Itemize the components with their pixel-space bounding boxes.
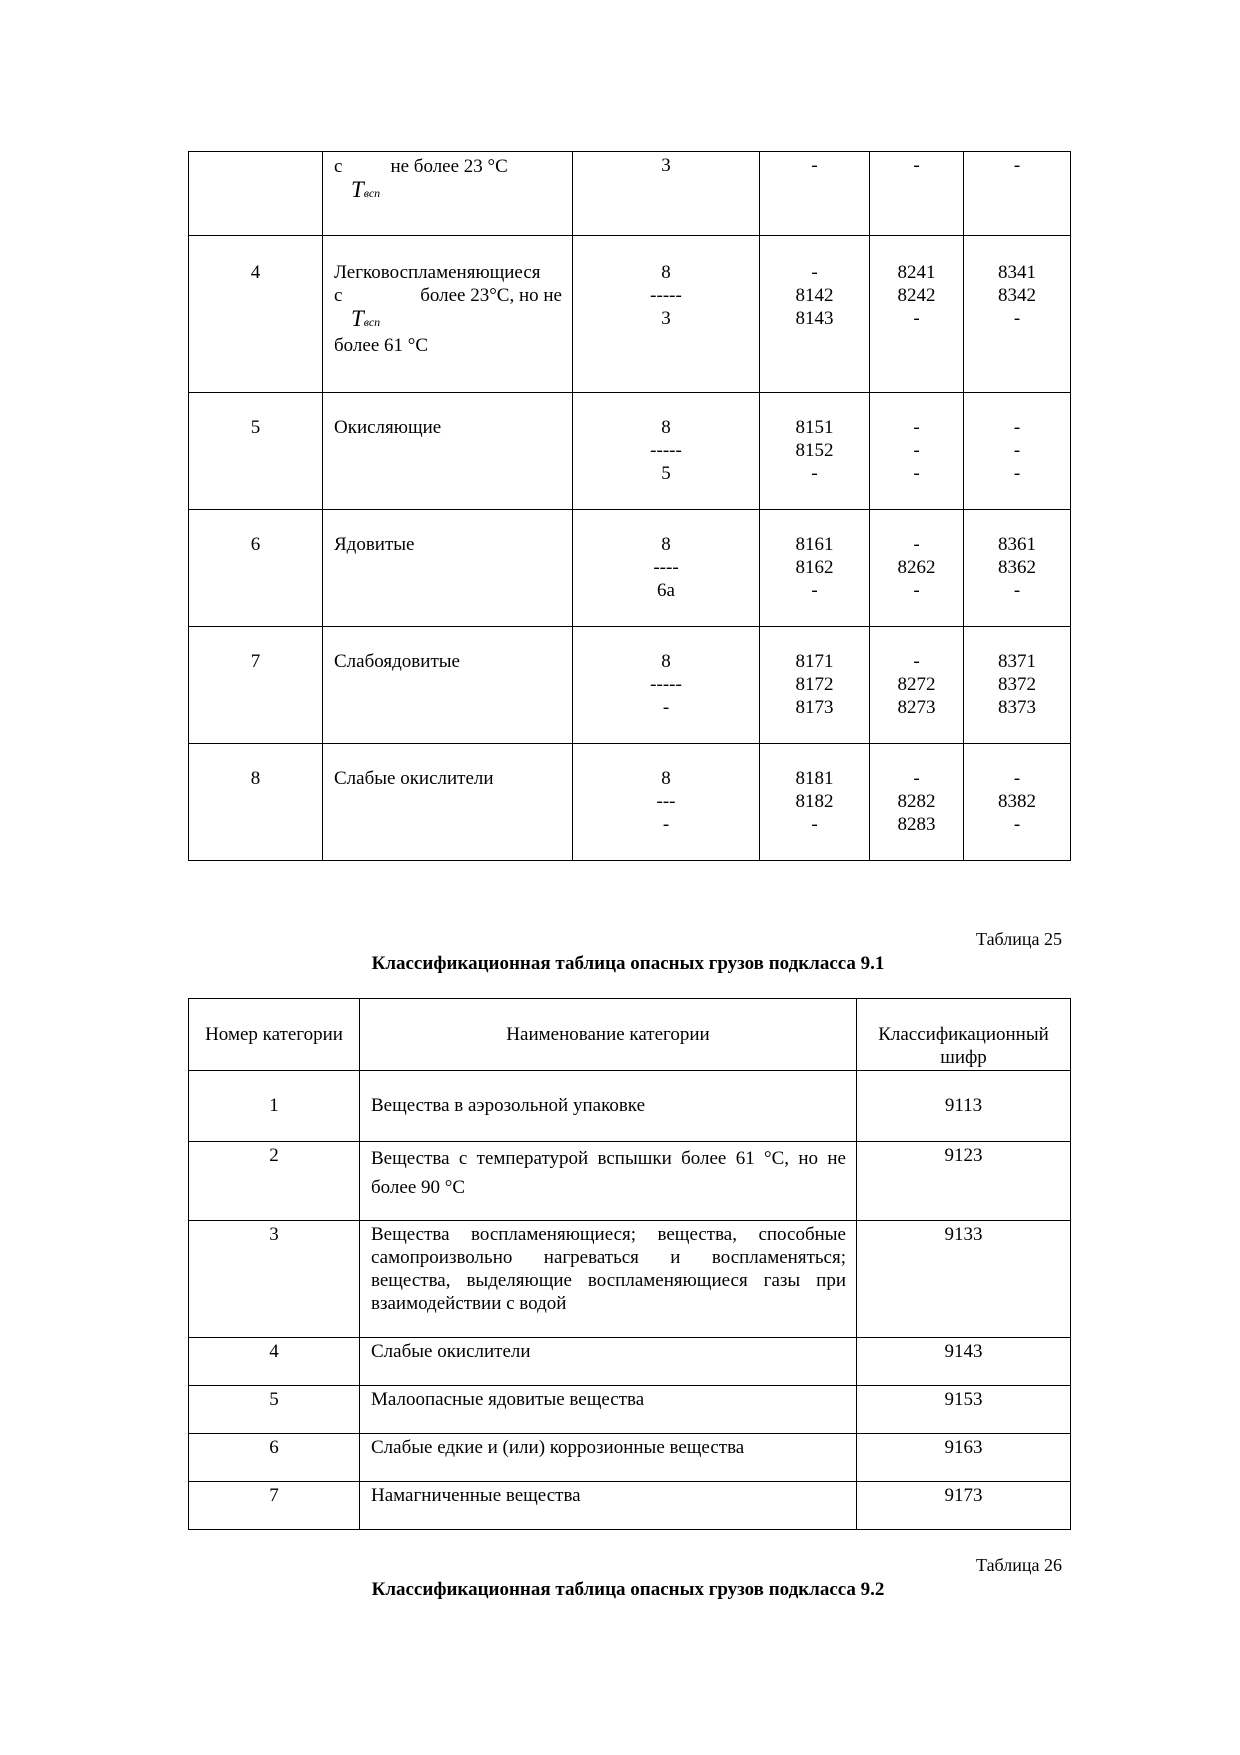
code-line: -: [913, 580, 920, 601]
category-number: 5: [250, 417, 261, 438]
category-number: 4: [250, 262, 261, 283]
classification-table-class8-continued: [188, 151, 1071, 861]
classification-code: 9133: [944, 1224, 983, 1245]
code-line: -: [1013, 417, 1021, 438]
category-name-cell: [360, 1071, 857, 1142]
code-cell: [964, 393, 1071, 510]
code-cell: [573, 393, 760, 510]
category-name-cell: [323, 744, 573, 861]
code-line: 8282: [897, 791, 936, 812]
category-name-cell: [360, 1482, 857, 1530]
code-cell: [964, 152, 1071, 236]
category-number: 1: [269, 1095, 279, 1116]
code-line: 8: [661, 262, 671, 283]
code-line: 8272: [897, 674, 936, 695]
code-line: 8361: [998, 534, 1036, 555]
code-line: 8382: [998, 791, 1036, 812]
code-line: -: [913, 768, 920, 789]
category-number-cell: [189, 744, 323, 861]
code-cell: [760, 152, 870, 236]
code-cell: [964, 744, 1071, 861]
header-text: Номер категории: [205, 1024, 343, 1045]
code-line: 8173: [795, 697, 834, 718]
code-line: 8273: [897, 697, 936, 718]
table-row: [189, 1482, 1071, 1530]
code-line: 8182: [795, 791, 834, 812]
code-cell: [857, 1386, 1071, 1434]
classification-code: 9123: [944, 1145, 983, 1166]
code-line: 8242: [897, 285, 936, 306]
category-name-cell: [360, 1434, 857, 1482]
name-line: более 61 °С: [334, 335, 429, 356]
category-name-cell: [323, 627, 573, 744]
column-header: [360, 999, 857, 1071]
category-number: 5: [269, 1389, 279, 1410]
code-cell: [964, 510, 1071, 627]
code-line: 8152: [795, 440, 834, 461]
code-cell: [573, 627, 760, 744]
classification-table-9-1: [188, 998, 1071, 1530]
code-line: -: [1013, 440, 1021, 461]
name-fragment: с: [334, 156, 343, 177]
code-line: -: [1013, 580, 1021, 601]
code-line: 8162: [795, 557, 834, 578]
category-number-cell: [189, 1221, 360, 1338]
table-header-row: [189, 999, 1071, 1071]
code-line: 8: [661, 534, 671, 555]
code-line: -: [913, 463, 920, 484]
code-line: -: [1013, 308, 1021, 329]
classification-code: 9173: [944, 1485, 983, 1506]
code-cell: [870, 510, 964, 627]
table-row: [189, 1221, 1071, 1338]
category-name: Малоопасные ядовитые вещества: [371, 1389, 645, 1410]
code-line: -: [913, 534, 920, 555]
code-line: ----: [653, 557, 679, 578]
category-name: Окисляющие: [334, 417, 442, 438]
code-line: 3: [661, 155, 671, 176]
table-row: [189, 393, 1071, 510]
code-line: 8362: [998, 557, 1036, 578]
name-fragment: с: [334, 285, 343, 306]
category-number-cell: [189, 1142, 360, 1221]
table-25-title: Классификационная таблица опасных грузов подкласса 9.1: [371, 953, 885, 974]
code-line: -: [913, 155, 920, 176]
table-25-number: Таблица 25: [976, 929, 1062, 949]
code-cell: [857, 1142, 1071, 1221]
code-cell: [760, 744, 870, 861]
category-name: Слабоядовитые: [334, 651, 460, 672]
code-cell: [857, 1434, 1071, 1482]
code-cell: [857, 1338, 1071, 1386]
category-number-cell: [189, 152, 323, 236]
category-name: Слабые окислители: [371, 1341, 531, 1362]
classification-code: 9113: [944, 1095, 983, 1116]
code-cell: [964, 627, 1071, 744]
code-cell: [760, 236, 870, 393]
code-cell: [760, 627, 870, 744]
code-cell: [870, 627, 964, 744]
category-number: 4: [269, 1341, 279, 1362]
category-number-cell: [189, 510, 323, 627]
code-line: -: [811, 155, 818, 176]
code-line: 8143: [795, 308, 834, 329]
table-row: [189, 510, 1071, 627]
table-row: [189, 1071, 1071, 1142]
code-line: -: [1013, 463, 1021, 484]
code-line: -: [1013, 814, 1021, 835]
code-line: 8151: [795, 417, 834, 438]
category-number-cell: [189, 1434, 360, 1482]
category-name-cell: [360, 1338, 857, 1386]
temperature-symbol: T: [351, 306, 364, 331]
code-line: -: [913, 308, 920, 329]
category-number-cell: [189, 236, 323, 393]
code-line: 8: [661, 417, 671, 438]
header-text: Наименование категории: [506, 1024, 710, 1045]
category-name: Слабые едкие и (или) коррозионные вещества: [371, 1437, 745, 1458]
category-name-cell: [323, 510, 573, 627]
category-number: 8: [250, 768, 261, 789]
category-number: 6: [269, 1437, 279, 1458]
code-line: -: [811, 463, 818, 484]
code-cell: [870, 744, 964, 861]
table-26-title: Классификационная таблица опасных грузов подкласса 9.2: [371, 1579, 885, 1600]
code-line: 8172: [795, 674, 834, 695]
table-row: [189, 627, 1071, 744]
code-cell: [760, 393, 870, 510]
name-fragment: не более 23 °С: [390, 156, 508, 177]
code-cell: [857, 1221, 1071, 1338]
category-number-cell: [189, 1386, 360, 1434]
code-line: ---: [656, 791, 676, 812]
classification-code: 9163: [944, 1437, 983, 1458]
code-line: 8372: [998, 674, 1036, 695]
column-header: [857, 999, 1071, 1071]
table-row: [189, 1434, 1071, 1482]
code-cell: [573, 152, 760, 236]
category-number: 6: [250, 534, 261, 555]
column-header: [189, 999, 360, 1071]
code-cell: [870, 236, 964, 393]
classification-code: 9143: [944, 1341, 983, 1362]
category-number: 3: [269, 1224, 279, 1245]
code-line: -: [1013, 768, 1021, 789]
code-line: 8283: [897, 814, 936, 835]
code-line: 8371: [998, 651, 1036, 672]
code-line: 8161: [795, 534, 834, 555]
code-line: 8241: [897, 262, 936, 283]
code-line: -: [913, 440, 920, 461]
category-name-cell: [360, 1221, 857, 1338]
code-cell: [573, 510, 760, 627]
category-name: Ядовитые: [334, 534, 415, 555]
code-line: 8: [661, 768, 671, 789]
table-row: [189, 1386, 1071, 1434]
code-cell: [870, 393, 964, 510]
category-name: Вещества с температурой вспышки более 61 °С, но не более 90 °С: [371, 1148, 846, 1198]
name-fragment: более 23°С, но не: [420, 285, 562, 306]
code-line: 8262: [897, 557, 936, 578]
code-cell: [870, 152, 964, 236]
code-line: -: [811, 262, 818, 283]
name-line: Легковоспламеняющиеся: [334, 262, 541, 283]
category-number-cell: [189, 1482, 360, 1530]
category-name: Вещества воспламеняющиеся; вещества, способные самопроизвольно нагреваться и воспламеняться; вещества, выделяющие воспламеняющиеся газы при взаимодействии с водой: [371, 1224, 846, 1314]
category-number-cell: [189, 1071, 360, 1142]
code-cell: [857, 1071, 1071, 1142]
classification-code: 9153: [944, 1389, 983, 1410]
code-line: 8: [661, 651, 671, 672]
code-line: -: [811, 580, 818, 601]
name-line: [334, 284, 562, 307]
code-line: 8171: [795, 651, 834, 672]
category-number-cell: [189, 393, 323, 510]
code-line: -: [1013, 155, 1021, 176]
table-26-number: Таблица 26: [976, 1555, 1062, 1575]
code-line: 8142: [795, 285, 834, 306]
category-number-cell: [189, 627, 323, 744]
category-name-cell: [323, 236, 573, 393]
category-name-cell: [323, 152, 573, 236]
code-cell: [857, 1482, 1071, 1530]
temperature-symbol: T: [351, 177, 364, 202]
code-cell: [760, 510, 870, 627]
code-line: -: [662, 814, 670, 835]
code-cell: [573, 236, 760, 393]
code-line: 6а: [657, 580, 675, 601]
category-name: Слабые окислители: [334, 768, 494, 789]
code-cell: [964, 236, 1071, 393]
code-line: 5: [661, 463, 671, 484]
category-number: 7: [269, 1485, 279, 1506]
category-name-cell: [360, 1142, 857, 1221]
code-cell: [573, 744, 760, 861]
code-line: 3: [661, 308, 671, 329]
temperature-subscript: всп: [363, 186, 381, 200]
code-line: -----: [650, 285, 682, 306]
code-line: -: [811, 814, 818, 835]
temperature-subscript: всп: [363, 315, 381, 329]
table-row: [189, 152, 1071, 236]
category-number: 2: [269, 1145, 279, 1166]
category-name-cell: [323, 393, 573, 510]
category-name-cell: [360, 1386, 857, 1434]
code-line: -----: [650, 440, 682, 461]
category-name: Намагниченные вещества: [371, 1485, 581, 1506]
header-text: Классификационный шифр: [878, 1024, 1049, 1068]
table-row: [189, 236, 1071, 393]
code-line: 8342: [998, 285, 1036, 306]
table-row: [189, 744, 1071, 861]
code-line: 8373: [998, 697, 1036, 718]
code-line: -: [662, 697, 670, 718]
category-number-cell: [189, 1338, 360, 1386]
code-line: -: [913, 651, 920, 672]
code-line: 8181: [795, 768, 834, 789]
category-name: Вещества в аэрозольной упаковке: [371, 1095, 645, 1116]
code-line: -: [913, 417, 920, 438]
category-number: 7: [250, 651, 261, 672]
table-row: [189, 1338, 1071, 1386]
table-row: [189, 1142, 1071, 1221]
code-line: -----: [650, 674, 682, 695]
code-line: 8341: [998, 262, 1036, 283]
